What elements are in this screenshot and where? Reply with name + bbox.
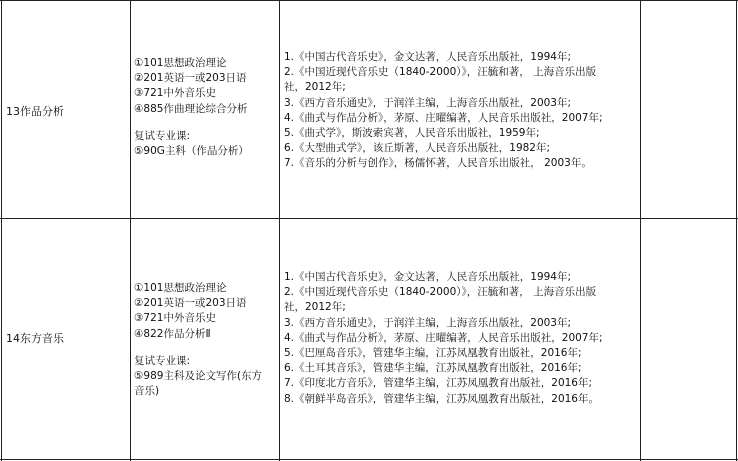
reference-item: 社，2012年; — [284, 81, 346, 94]
reference-item: 5.《曲式学》，斯波索宾著，人民音乐出版社，1959年; — [284, 127, 540, 140]
reference-item: 6.《土耳其音乐》，管建华主编，江苏凤凰教育出版社，2016年; — [284, 362, 582, 375]
reference-item: 7.《印度北方音乐》，管建华主编，江苏凤凰教育出版社，2016年; — [284, 377, 593, 390]
retest-item: ⑤989主科及论文写作(东方 — [134, 370, 263, 383]
exam-subject-item: ④885作曲理论综合分析 — [134, 102, 248, 115]
exam-subject-item: ③721中外音乐史 — [134, 312, 216, 325]
reference-item: 4.《曲式与作品分析》，茅原、庄曜编著，人民音乐出版社，2007年; — [284, 331, 603, 344]
retest-label: 复试专业课: — [134, 129, 191, 142]
reference-item: 3.《西方音乐通史》，于润洋主编，上海音乐出版社，2003年; — [284, 316, 572, 329]
exam-subject-item: ②201英语一或203日语 — [134, 297, 247, 310]
reference-list — [284, 50, 603, 172]
column-divider — [736, 0, 737, 461]
research-direction-label: 13作品分析 — [6, 105, 64, 118]
reference-list — [284, 270, 603, 407]
retest-label: 复试专业课: — [134, 354, 191, 367]
column-divider — [279, 0, 280, 461]
reference-item: 1.《中国古代音乐史》，金文达著，人民音乐出版社，1994年; — [284, 271, 572, 283]
retest-item: 音乐) — [134, 385, 160, 398]
reference-item: 3.《西方音乐通史》，于润洋主编，上海音乐出版社，2003年; — [284, 96, 572, 109]
retest-item: ⑤90G主科（作品分析） — [134, 145, 249, 158]
reference-item: 2.《中国近现代音乐史（1840-2000）》，汪毓和著， 上海音乐出版 — [284, 286, 597, 299]
row-divider — [0, 459, 738, 460]
reference-item: 8.《朝鲜半岛音乐》，管建华主编，江苏凤凰教育出版社，2016年。 — [284, 392, 599, 405]
exam-subject-item: ①101思想政治理论 — [134, 57, 227, 69]
exam-subject-item: ②201英语一或203日语 — [134, 72, 247, 85]
reference-item: 社，2012年; — [284, 301, 346, 314]
column-divider — [130, 0, 131, 461]
exam-subject-item: ④822作品分析Ⅱ — [134, 327, 211, 340]
exam-subjects — [134, 56, 249, 159]
reference-item: 5.《巴厘岛音乐》，管建华主编，江苏凤凰教育出版社，2016年; — [284, 347, 582, 360]
exam-subject-item: ①101思想政治理论 — [134, 282, 227, 294]
exam-subjects — [134, 281, 262, 399]
reference-item: 7.《音乐的分析与创作》，杨儒怀著，人民音乐出版社， 2003年。 — [284, 157, 592, 170]
reference-item: 4.《曲式与作品分析》，茅原、庄曜编著，人民音乐出版社，2007年; — [284, 111, 603, 124]
column-divider — [640, 0, 641, 461]
research-direction-label: 14东方音乐 — [6, 332, 64, 345]
column-divider — [1, 0, 2, 461]
reference-item: 2.《中国近现代音乐史（1840-2000）》，汪毓和著， 上海音乐出版 — [284, 66, 597, 79]
exam-subject-item: ③721中外音乐史 — [134, 87, 216, 100]
reference-item: 1.《中国古代音乐史》，金文达著，人民音乐出版社，1994年; — [284, 51, 572, 63]
row-divider — [0, 218, 738, 219]
row-divider — [0, 0, 738, 1]
reference-item: 6.《大型曲式学》，该丘斯著，人民音乐出版社，1982年; — [284, 142, 551, 155]
